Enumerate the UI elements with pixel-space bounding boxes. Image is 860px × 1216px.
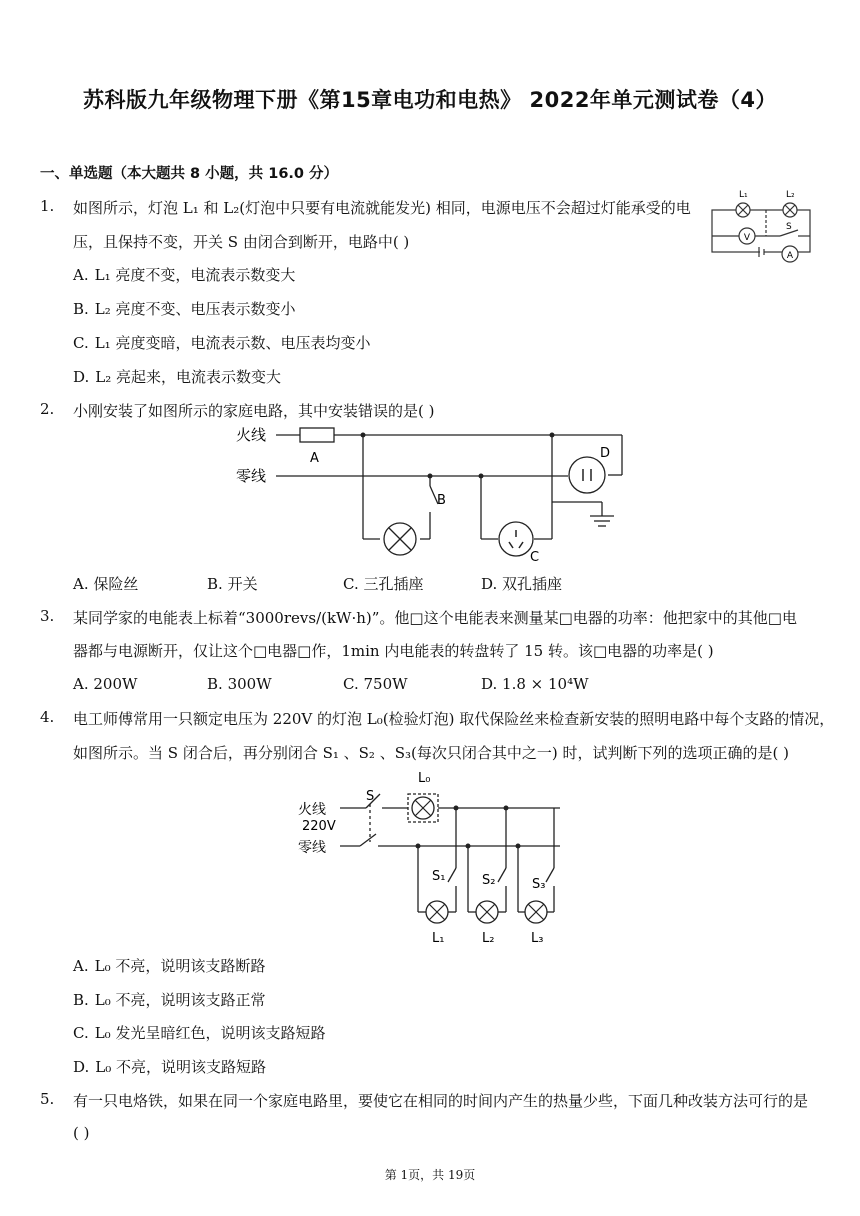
switch-label: B xyxy=(437,493,446,508)
option-letter: A. xyxy=(73,266,89,284)
option-c[interactable] xyxy=(343,573,424,594)
question-text: ( ) xyxy=(73,1124,90,1142)
test-lamp-label: L₀ xyxy=(418,771,431,786)
neutral-wire-label: 零线 xyxy=(298,840,326,856)
three-hole-socket-label: C xyxy=(530,550,540,565)
options-row xyxy=(73,573,773,595)
option-text: L₂ 亮起来，电流表示数变大 xyxy=(95,368,282,386)
option-letter: A. xyxy=(73,675,89,693)
question-text: 电工师傅常用一只额定电压为 220V 的灯泡 L₀(检验灯泡) 取代保险丝来检查新安装的照明电路中每个支路的情况， xyxy=(73,710,835,728)
lamp-l2-label: L₂ xyxy=(786,190,795,200)
circuit-diagram-q2 xyxy=(232,424,632,566)
voltmeter-label: V xyxy=(743,233,751,243)
fuse-label: A xyxy=(310,451,319,466)
question-number: 3. xyxy=(40,607,55,625)
option-text: L₀ 不亮，说明该支路短路 xyxy=(95,1058,267,1076)
option-text: L₁ 亮度不变，电流表示数变大 xyxy=(94,266,296,284)
option-text: 750W xyxy=(363,675,408,693)
options-row xyxy=(73,675,773,697)
ammeter-label: A xyxy=(786,251,794,261)
option-letter: B. xyxy=(73,300,89,318)
option-text: L₀ 不亮，说明该支路正常 xyxy=(94,991,266,1009)
option-letter: D. xyxy=(73,368,90,386)
option-letter: C. xyxy=(73,334,89,352)
option-text: 300W xyxy=(227,675,272,693)
section-heading: 一、单选题（本大题共 8 小题，共 16.0 分） xyxy=(40,166,339,182)
option-letter: B. xyxy=(207,575,223,593)
switch-s3-label: S₃ xyxy=(532,877,546,892)
option-letter: D. xyxy=(73,1058,90,1076)
option-a[interactable] xyxy=(73,264,295,285)
switch-s-label: S xyxy=(786,222,792,232)
option-letter: C. xyxy=(343,675,359,693)
option-letter: A. xyxy=(73,575,89,593)
circuit-diagram-q1 xyxy=(706,184,816,270)
question-text: 小刚安装了如图所示的家庭电路，其中安装错误的是( ) xyxy=(73,402,435,420)
live-wire-label: 火线 xyxy=(298,802,326,818)
question-text: 如图所示，灯泡 L₁ 和 L₂(灯泡中只要有电流就能发光) 相同，电源电压不会超过灯能承受的电 xyxy=(73,199,691,217)
main-switch-label: S xyxy=(366,789,375,804)
switch-s1-label: S₁ xyxy=(432,869,446,884)
option-text: 1.8 × 10⁴W xyxy=(502,675,589,693)
option-text: 保险丝 xyxy=(93,575,139,593)
option-c[interactable] xyxy=(343,675,408,693)
neutral-wire-label: 零线 xyxy=(236,467,267,485)
live-wire-label: 火线 xyxy=(236,426,267,444)
option-letter: D. xyxy=(481,675,498,693)
option-letter: B. xyxy=(73,991,89,1009)
option-text: 双孔插座 xyxy=(502,575,563,593)
option-letter: D. xyxy=(481,575,498,593)
question-number: 2. xyxy=(40,400,55,418)
option-d[interactable] xyxy=(73,366,281,387)
lamp-l3-label: L₃ xyxy=(531,931,544,946)
option-d[interactable] xyxy=(481,573,562,594)
option-a[interactable] xyxy=(73,955,265,976)
option-text: L₀ 不亮，说明该支路断路 xyxy=(94,957,266,975)
question-text: 如图所示。当 S 闭合后，再分别闭合 S₁ 、S₂ 、S₃(每次只闭合其中之一) 时，试判断下列的选项正确的是( ) xyxy=(73,744,789,762)
page-title: 苏科版九年级物理下册《第15章电功和电热》 2022年单元测试卷（4） xyxy=(82,88,778,112)
option-text: L₀ 发光呈暗红色，说明该支路短路 xyxy=(94,1024,326,1042)
option-letter: A. xyxy=(73,957,89,975)
question-number: 1. xyxy=(40,197,55,215)
question-number: 5. xyxy=(40,1090,55,1108)
lamp-l1-label: L₁ xyxy=(739,190,748,200)
lamp-l1-label: L₁ xyxy=(432,931,445,946)
switch-s2-label: S₂ xyxy=(482,873,496,888)
option-text: 开关 xyxy=(227,575,258,593)
lamp-l2-label: L₂ xyxy=(482,931,495,946)
option-text: 200W xyxy=(93,675,138,693)
option-d[interactable] xyxy=(481,675,589,693)
question-text: 器都与电源断开，仅让这个□电器□作，1min 内电能表的转盘转了 15 转。该□电器的功率是( ) xyxy=(73,642,714,660)
option-b[interactable] xyxy=(73,298,296,319)
question-text: 压，且保持不变，开关 S 由闭合到断开，电路中( ) xyxy=(73,233,410,251)
option-text: 三孔插座 xyxy=(363,575,424,593)
circuit-diagram-q4 xyxy=(296,764,576,948)
question-text: 某同学家的电能表上标着“3000revs/(kW·h)”。他□这个电能表来测量某□电器的功率：他把家中的其他□电 xyxy=(73,609,797,627)
option-d[interactable] xyxy=(73,1056,266,1077)
option-a[interactable] xyxy=(73,573,138,594)
option-letter: C. xyxy=(343,575,359,593)
option-b[interactable] xyxy=(207,675,272,693)
option-b[interactable] xyxy=(207,573,258,594)
voltage-label: 220V xyxy=(302,819,336,834)
option-b[interactable] xyxy=(73,989,266,1010)
question-number: 4. xyxy=(40,708,55,726)
question-text: 有一只电烙铁，如果在同一个家庭电路里，要使它在相同的时间内产生的热量少些，下面几种改装方法可行的是 xyxy=(73,1092,809,1110)
option-text: L₂ 亮度不变、电压表示数变小 xyxy=(94,300,296,318)
page-footer: 第 1页，共 19页 xyxy=(384,1168,476,1182)
option-letter: C. xyxy=(73,1024,89,1042)
option-c[interactable] xyxy=(73,1022,325,1043)
option-a[interactable] xyxy=(73,675,137,693)
option-c[interactable] xyxy=(73,332,370,353)
two-hole-socket-label: D xyxy=(600,446,611,461)
option-letter: B. xyxy=(207,675,223,693)
option-text: L₁ 亮度变暗，电流表示数、电压表均变小 xyxy=(94,334,371,352)
